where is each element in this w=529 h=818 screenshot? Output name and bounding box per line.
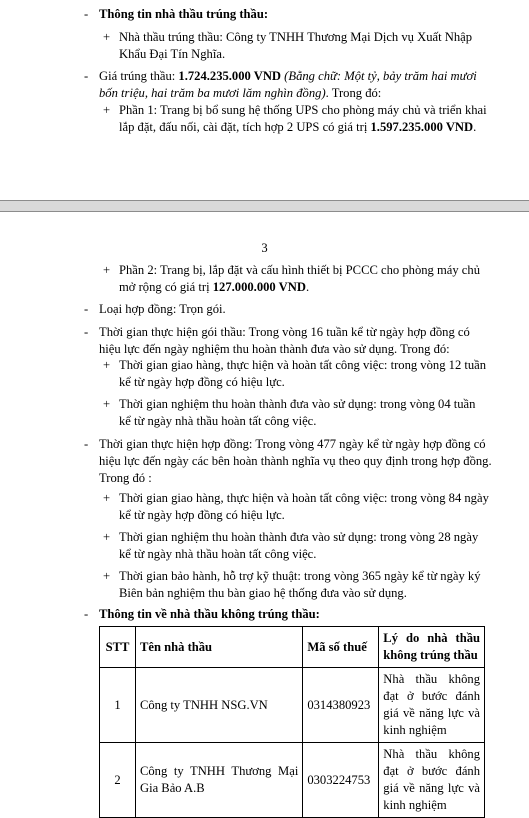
exec-sub2-line2: kể từ ngày nhà thầu hoàn tất công việc. [119,414,317,428]
header-reason: Lý do nhà thầu không trúng thầu [379,627,485,668]
cell-stt: 2 [100,743,136,818]
bullet-dash: - [84,69,89,83]
losers-section-title: Thông tin về nhà thầu không trúng thầu: [99,607,320,621]
bullet-plus: + [103,358,111,372]
cell-reason: Nhà thầu không đạt ở bước đánh giá về năng lực và kinh nghiệm [379,743,485,818]
cell-tax: 0314380923 [303,668,379,743]
winner-name-line2: Khẩu Đại Tín Nghĩa. [119,47,226,61]
ct-sub2-line1: Thời gian nghiệm thu hoàn thành đưa vào sử dụng: trong vòng 28 ngày [119,530,479,544]
bullet-plus: + [103,397,111,411]
part2-text: mở rộng có giá trị [119,280,213,294]
cell-stt: 1 [100,668,136,743]
page-break [0,200,529,212]
cell-name: Công ty TNHH Thương Mại Gia Bảo A.B [135,743,302,818]
contract-type: Loại hợp đồng: Trọn gói. [99,302,226,316]
winner-section-title: Thông tin nhà thầu trúng thầu: [99,7,269,21]
exec-sub1-line2: kể từ ngày hợp đồng có hiệu lực. [119,375,285,389]
winning-price-line1 [99,68,477,85]
winner-name-line1: Nhà thầu trúng thầu: Công ty TNHH Thương Mại Dịch vụ Xuất Nhập [119,30,473,44]
ct-sub3-line1: Thời gian bảo hành, hỗ trợ kỹ thuật: trong vòng 365 ngày kể từ ngày ký [119,569,481,583]
table-row [100,668,485,743]
bullet-plus: + [103,530,111,544]
exec-time-line1: Thời gian thực hiện gói thầu: Trong vòng 16 tuần kể từ ngày hợp đồng có [99,325,470,339]
part1-value: 1.597.235.000 VND [370,120,474,134]
header-stt: STT [100,627,136,668]
bullet-plus: + [103,103,111,117]
contract-time-line3: Trong đó : [99,471,152,485]
ct-sub1-line2: kể từ ngày hợp đồng có hiệu lực. [119,508,285,522]
price-tail: . Trong đó: [325,86,382,100]
page-fragment-top [0,0,529,200]
cell-name: Công ty TNHH NSG.VN [135,668,302,743]
part1-text: lắp đặt, đấu nối, cài đặt, tích hợp 2 UPS có giá trị [119,120,371,134]
part1-tail: . [473,120,477,134]
header-name: Tên nhà thầu [135,627,302,668]
part2-line1: Phần 2: Trang bị, lắp đặt và cấu hình thiết bị PCCC cho phòng máy chủ [119,263,480,277]
cell-tax: 0303224753 [303,743,379,818]
losers-table [99,626,485,818]
price-value: 1.724.235.000 VND [178,69,282,83]
ct-sub1-line1: Thời gian giao hàng, thực hiện và hoàn tất công việc: trong vòng 84 ngày [119,491,489,505]
ct-sub3-line2: Biên bản nghiệm thu bàn giao hệ thống đưa vào sử dụng. [119,586,407,600]
ct-sub2-line2: kể từ ngày nhà thầu hoàn tất công việc. [119,547,317,561]
bullet-plus: + [103,263,111,277]
cell-reason: Nhà thầu không đạt ở bước đánh giá về năng lực và kinh nghiệm [379,668,485,743]
price-words-cont: bốn triệu, hai trăm ba mươi lăm nghìn đồng) [99,86,326,100]
winning-price-line2 [99,85,381,102]
part2-line2 [119,279,309,296]
exec-sub2-line1: Thời gian nghiệm thu hoàn thành đưa vào sử dụng: trong vòng 04 tuần [119,397,476,411]
price-words: (Bằng chữ: Một tỷ, bảy trăm hai mươi [281,69,477,83]
bullet-dash: - [84,325,89,339]
price-label: Giá trúng thầu: [99,69,179,83]
bullet-plus: + [103,30,111,44]
part2-value: 127.000.000 VND [212,280,306,294]
contract-time-line2: hiệu lực đến ngày các bên hoàn thành nghĩa vụ theo quy định trong hợp đồng. [99,454,492,468]
exec-time-line2: hiệu lực đến ngày nghiệm thu hoàn thành đưa vào sử dụng. Trong đó: [99,342,450,356]
part1-line1: Phần 1: Trang bị bổ sung hệ thống UPS cho phòng máy chủ và triển khai [119,103,487,117]
header-tax: Mã số thuế [303,627,379,668]
table-row [100,743,485,818]
part1-line2 [119,119,476,136]
part2-tail: . [305,280,310,294]
bullet-dash: - [84,7,89,21]
bullet-dash: - [84,302,89,316]
contract-time-line1: Thời gian thực hiện hợp đồng: Trong vòng 477 ngày kể từ ngày hợp đồng có [99,437,486,451]
table-header-row [100,627,485,668]
bullet-dash: - [84,607,89,621]
page-number: 3 [261,241,268,255]
bullet-dash: - [84,437,89,451]
bullet-plus: + [103,491,111,505]
bullet-plus: + [103,569,111,583]
exec-sub1-line1: Thời gian giao hàng, thực hiện và hoàn tất công việc: trong vòng 12 tuần [119,358,487,372]
